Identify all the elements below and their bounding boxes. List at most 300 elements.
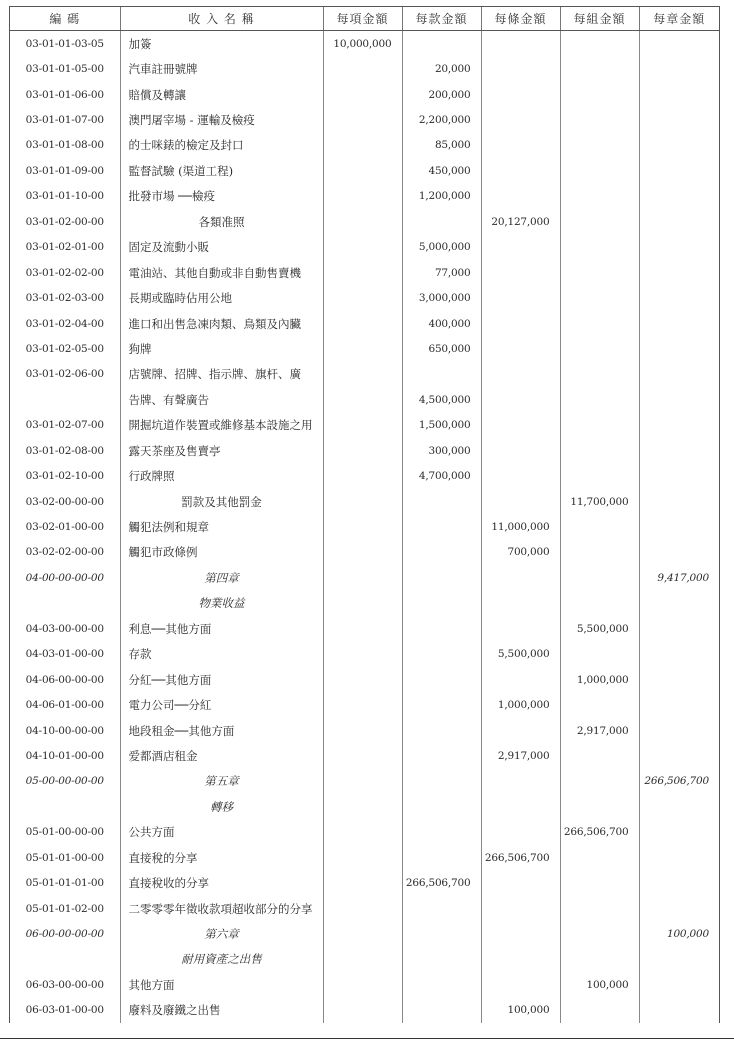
group-amount-cell	[560, 285, 639, 310]
table-row	[10, 743, 719, 768]
article-amount-cell: 100,000	[481, 998, 560, 1023]
chapter-amount-cell	[639, 413, 719, 438]
table-row	[10, 998, 719, 1023]
group-amount-cell	[560, 107, 639, 132]
table-row	[10, 769, 719, 794]
code-cell: 04-10-00-00-00	[10, 718, 120, 743]
group-amount-cell: 266,506,700	[560, 820, 639, 845]
group-amount-cell	[560, 845, 639, 870]
chapter-amount-cell	[639, 158, 719, 183]
code-cell: 05-00-00-00-00	[10, 769, 120, 794]
group-amount-cell	[560, 387, 639, 412]
table-row	[10, 463, 719, 488]
table-row	[10, 285, 719, 310]
article-amount-cell	[481, 616, 560, 641]
table-row	[10, 489, 719, 514]
code-cell: 03-01-01-03-05	[10, 31, 120, 57]
table-row	[10, 158, 719, 183]
header-clause-amount: 每款金額	[402, 7, 481, 31]
item-amount-cell	[323, 158, 402, 183]
table-header-row	[10, 7, 719, 31]
item-amount-cell	[323, 82, 402, 107]
clause-amount-cell: 20,000	[402, 56, 481, 81]
table-row	[10, 718, 719, 743]
item-amount-cell	[323, 616, 402, 641]
item-amount-cell	[323, 896, 402, 921]
clause-amount-cell: 2,200,000	[402, 107, 481, 132]
clause-amount-cell	[402, 489, 481, 514]
code-cell: 03-01-02-02-00	[10, 260, 120, 285]
article-amount-cell	[481, 667, 560, 692]
table-row	[10, 336, 719, 361]
article-amount-cell	[481, 769, 560, 794]
article-amount-cell	[481, 387, 560, 412]
group-amount-cell	[560, 362, 639, 387]
table-row	[10, 642, 719, 667]
table-row	[10, 692, 719, 717]
table-row	[10, 845, 719, 870]
article-amount-cell	[481, 947, 560, 972]
code-cell: 03-01-02-03-00	[10, 285, 120, 310]
table-row	[10, 413, 719, 438]
item-amount-cell	[323, 260, 402, 285]
group-amount-cell	[560, 463, 639, 488]
description-cell: 店號牌、招牌、指示牌、旗杆、廣	[120, 362, 323, 387]
group-amount-cell: 5,500,000	[560, 616, 639, 641]
item-amount-cell	[323, 718, 402, 743]
code-cell: 06-03-01-00-00	[10, 998, 120, 1023]
clause-amount-cell: 300,000	[402, 438, 481, 463]
code-cell	[10, 591, 120, 616]
item-amount-cell	[323, 743, 402, 768]
chapter-amount-cell	[639, 285, 719, 310]
item-amount-cell	[323, 311, 402, 336]
group-amount-cell	[560, 158, 639, 183]
clause-amount-cell	[402, 667, 481, 692]
group-amount-cell	[560, 921, 639, 946]
group-amount-cell	[560, 235, 639, 260]
group-amount-cell	[560, 31, 639, 57]
description-cell: 利息──其他方面	[120, 616, 323, 641]
clause-amount-cell	[402, 769, 481, 794]
chapter-amount-cell: 9,417,000	[657, 571, 709, 584]
article-amount-cell	[481, 260, 560, 285]
item-amount-cell	[323, 387, 402, 412]
chapter-amount-cell	[639, 107, 719, 132]
code-cell: 04-00-00-00-00	[10, 565, 120, 590]
bottom-rule	[0, 1038, 734, 1039]
clause-amount-cell	[402, 540, 481, 565]
clause-amount-cell	[402, 31, 481, 57]
code-cell: 06-00-00-00-00	[10, 921, 120, 946]
code-cell: 03-01-02-07-00	[10, 413, 120, 438]
table-row	[10, 591, 719, 616]
group-amount-cell	[560, 413, 639, 438]
code-cell: 04-10-01-00-00	[10, 743, 120, 768]
clause-amount-cell	[402, 642, 481, 667]
chapter-amount-cell	[639, 514, 719, 539]
clause-amount-cell: 1,500,000	[402, 413, 481, 438]
group-amount-cell	[560, 133, 639, 158]
code-cell: 03-01-01-07-00	[10, 107, 120, 132]
code-cell: 03-01-01-06-00	[10, 82, 120, 107]
article-amount-cell: 20,127,000	[481, 209, 560, 234]
clause-amount-cell	[402, 896, 481, 921]
description-cell: 地段租金──其他方面	[120, 718, 323, 743]
clause-amount-cell: 200,000	[402, 82, 481, 107]
group-amount-cell	[560, 743, 639, 768]
table-row	[10, 362, 719, 387]
chapter-amount-cell	[639, 667, 719, 692]
clause-amount-cell	[402, 794, 481, 819]
header-chapter-amount: 每章金額	[639, 7, 719, 31]
article-amount-cell	[481, 311, 560, 336]
item-amount-cell	[323, 514, 402, 539]
chapter-amount-cell	[639, 794, 719, 819]
article-amount-cell	[481, 565, 560, 590]
chapter-amount-cell	[639, 260, 719, 285]
article-amount-cell	[481, 591, 560, 616]
clause-amount-cell	[402, 743, 481, 768]
clause-amount-cell	[402, 591, 481, 616]
group-amount-cell	[560, 82, 639, 107]
header-item-amount: 每項金額	[323, 7, 402, 31]
item-amount-cell	[323, 438, 402, 463]
clause-amount-cell	[402, 692, 481, 717]
description-cell: 公共方面	[120, 820, 323, 845]
article-amount-cell	[481, 794, 560, 819]
chapter-amount-cell	[639, 387, 719, 412]
group-amount-cell	[560, 769, 639, 794]
group-amount-cell	[560, 998, 639, 1023]
group-amount-cell	[560, 692, 639, 717]
chapter-amount-cell	[639, 591, 719, 616]
clause-amount-cell	[402, 947, 481, 972]
chapter-amount-cell	[639, 718, 719, 743]
group-amount-cell: 1,000,000	[560, 667, 639, 692]
article-amount-cell	[481, 820, 560, 845]
clause-amount-cell: 266,506,700	[402, 870, 481, 895]
item-amount-cell	[323, 591, 402, 616]
item-amount-cell	[323, 845, 402, 870]
description-cell: 的士咪錶的檢定及封口	[120, 133, 323, 158]
table-row	[10, 107, 719, 132]
clause-amount-cell: 400,000	[402, 311, 481, 336]
description-cell: 第四章	[120, 565, 323, 590]
article-amount-cell	[481, 56, 560, 81]
budget-revenue-table	[10, 7, 719, 1023]
group-amount-cell	[560, 514, 639, 539]
code-cell: 03-01-02-01-00	[10, 235, 120, 260]
description-cell: 露天茶座及售賣亭	[120, 438, 323, 463]
group-amount-cell	[560, 565, 639, 590]
item-amount-cell	[323, 667, 402, 692]
group-amount-cell	[560, 870, 639, 895]
chapter-amount-cell	[639, 209, 719, 234]
description-cell: 澳門屠宰場 - 運輸及檢疫	[120, 107, 323, 132]
table-row	[10, 133, 719, 158]
description-cell: 轉移	[120, 794, 323, 819]
group-amount-cell	[560, 947, 639, 972]
chapter-amount-cell	[639, 56, 719, 81]
chapter-amount-cell	[639, 947, 719, 972]
item-amount-cell	[323, 820, 402, 845]
description-cell: 賠償及轉讓	[120, 82, 323, 107]
group-amount-cell	[560, 438, 639, 463]
table-row	[10, 31, 719, 57]
group-amount-cell	[560, 311, 639, 336]
item-amount-cell	[323, 362, 402, 387]
clause-amount-cell	[402, 921, 481, 946]
header-article-amount: 每條金額	[481, 7, 560, 31]
chapter-amount-cell	[639, 540, 719, 565]
code-cell: 05-01-01-00-00	[10, 845, 120, 870]
article-amount-cell	[481, 718, 560, 743]
chapter-amount-cell	[639, 235, 719, 260]
group-amount-cell: 100,000	[560, 972, 639, 997]
article-amount-cell	[481, 133, 560, 158]
clause-amount-cell: 450,000	[402, 158, 481, 183]
description-cell: 狗牌	[120, 336, 323, 361]
table-row	[10, 311, 719, 336]
article-amount-cell	[481, 285, 560, 310]
item-amount-cell	[323, 413, 402, 438]
article-amount-cell: 11,000,000	[481, 514, 560, 539]
table-row	[10, 896, 719, 921]
clause-amount-cell: 3,000,000	[402, 285, 481, 310]
chapter-amount-cell: 100,000	[666, 928, 709, 941]
code-cell: 03-02-00-00-00	[10, 489, 120, 514]
chapter-amount-cell	[639, 998, 719, 1023]
article-amount-cell	[481, 921, 560, 946]
table-row	[10, 438, 719, 463]
item-amount-cell	[323, 285, 402, 310]
table-row	[10, 820, 719, 845]
article-amount-cell	[481, 107, 560, 132]
clause-amount-cell	[402, 616, 481, 641]
item-amount-cell	[323, 794, 402, 819]
table-row	[10, 260, 719, 285]
description-cell: 汽車註冊號牌	[120, 56, 323, 81]
chapter-amount-cell	[639, 362, 719, 387]
chapter-amount-cell	[639, 438, 719, 463]
clause-amount-cell	[402, 514, 481, 539]
description-cell: 電力公司──分紅	[120, 692, 323, 717]
item-amount-cell	[323, 870, 402, 895]
article-amount-cell: 1,000,000	[481, 692, 560, 717]
description-cell: 進口和出售急凍肉類、鳥類及內臟	[120, 311, 323, 336]
clause-amount-cell: 5,000,000	[402, 235, 481, 260]
chapter-amount-cell	[639, 896, 719, 921]
article-amount-cell: 266,506,700	[481, 845, 560, 870]
table-row	[10, 540, 719, 565]
article-amount-cell	[481, 438, 560, 463]
description-cell: 廢料及廢鐵之出售	[120, 998, 323, 1023]
clause-amount-cell: 1,200,000	[402, 184, 481, 209]
chapter-amount-cell	[639, 336, 719, 361]
description-cell: 第五章	[120, 769, 323, 794]
header-description: 收 入 名 稱	[120, 7, 323, 31]
table-row	[10, 870, 719, 895]
article-amount-cell	[481, 870, 560, 895]
group-amount-cell: 2,917,000	[560, 718, 639, 743]
chapter-amount-cell	[639, 489, 719, 514]
table-row	[10, 235, 719, 260]
code-cell: 03-02-01-00-00	[10, 514, 120, 539]
table-row	[10, 56, 719, 81]
code-cell: 04-03-00-00-00	[10, 616, 120, 641]
code-cell: 03-01-02-08-00	[10, 438, 120, 463]
group-amount-cell	[560, 540, 639, 565]
item-amount-cell	[323, 56, 402, 81]
item-amount-cell	[323, 235, 402, 260]
description-cell: 觸犯市政條例	[120, 540, 323, 565]
item-amount-cell	[323, 692, 402, 717]
article-amount-cell	[481, 972, 560, 997]
item-amount-cell	[323, 184, 402, 209]
description-cell: 罰款及其他罰金	[120, 489, 323, 514]
clause-amount-cell: 77,000	[402, 260, 481, 285]
header-code: 編 碼	[10, 7, 120, 31]
chapter-amount-cell	[639, 642, 719, 667]
group-amount-cell	[560, 591, 639, 616]
description-cell: 各類准照	[120, 209, 323, 234]
description-cell: 長期或臨時佔用公地	[120, 285, 323, 310]
article-amount-cell: 700,000	[481, 540, 560, 565]
code-cell: 05-01-00-00-00	[10, 820, 120, 845]
article-amount-cell	[481, 463, 560, 488]
chapter-amount-cell	[639, 870, 719, 895]
clause-amount-cell: 650,000	[402, 336, 481, 361]
item-amount-cell	[323, 133, 402, 158]
item-amount-cell	[323, 947, 402, 972]
table-row	[10, 565, 719, 590]
description-cell: 分紅──其他方面	[120, 667, 323, 692]
group-amount-cell	[560, 184, 639, 209]
chapter-amount-cell: 266,506,700	[644, 775, 709, 788]
item-amount-cell	[323, 642, 402, 667]
table-row	[10, 387, 719, 412]
chapter-amount-cell	[639, 972, 719, 997]
budget-revenue-table-container	[9, 6, 720, 1023]
code-cell: 04-06-01-00-00	[10, 692, 120, 717]
chapter-amount-cell	[639, 133, 719, 158]
code-cell: 03-01-02-04-00	[10, 311, 120, 336]
item-amount-cell	[323, 209, 402, 234]
table-body	[10, 31, 719, 1024]
description-cell: 其他方面	[120, 972, 323, 997]
article-amount-cell	[481, 362, 560, 387]
description-cell: 批發市場 ──檢疫	[120, 184, 323, 209]
table-row	[10, 82, 719, 107]
clause-amount-cell	[402, 845, 481, 870]
table-row	[10, 667, 719, 692]
group-amount-cell	[560, 794, 639, 819]
article-amount-cell: 2,917,000	[481, 743, 560, 768]
code-cell: 03-02-02-00-00	[10, 540, 120, 565]
article-amount-cell	[481, 413, 560, 438]
table-row	[10, 921, 719, 946]
clause-amount-cell	[402, 820, 481, 845]
code-cell: 03-01-01-05-00	[10, 56, 120, 81]
code-cell: 03-01-01-09-00	[10, 158, 120, 183]
description-cell: 二零零零年徵收款項超收部分的分享	[120, 896, 323, 921]
group-amount-cell	[560, 260, 639, 285]
chapter-amount-cell	[639, 692, 719, 717]
description-cell: 耐用資產之出售	[120, 947, 323, 972]
description-cell: 第六章	[120, 921, 323, 946]
clause-amount-cell	[402, 362, 481, 387]
description-cell: 加簽	[120, 31, 323, 57]
code-cell: 06-03-00-00-00	[10, 972, 120, 997]
table-row	[10, 947, 719, 972]
article-amount-cell	[481, 31, 560, 57]
description-cell: 監督試驗 (渠道工程)	[120, 158, 323, 183]
code-cell: 03-01-02-05-00	[10, 336, 120, 361]
code-cell: 04-03-01-00-00	[10, 642, 120, 667]
item-amount-cell	[323, 921, 402, 946]
item-amount-cell	[323, 769, 402, 794]
article-amount-cell	[481, 82, 560, 107]
article-amount-cell	[481, 336, 560, 361]
group-amount-cell	[560, 209, 639, 234]
code-cell: 03-01-02-10-00	[10, 463, 120, 488]
code-cell	[10, 794, 120, 819]
item-amount-cell	[323, 540, 402, 565]
table-row	[10, 209, 719, 234]
group-amount-cell	[560, 56, 639, 81]
chapter-amount-cell	[639, 311, 719, 336]
item-amount-cell	[323, 565, 402, 590]
description-cell: 開掘坑道作裝置或維修基本設施之用	[120, 413, 323, 438]
clause-amount-cell	[402, 972, 481, 997]
code-cell	[10, 387, 120, 412]
description-cell: 物業收益	[120, 591, 323, 616]
clause-amount-cell	[402, 718, 481, 743]
item-amount-cell: 10,000,000	[323, 31, 402, 57]
code-cell	[10, 947, 120, 972]
chapter-amount-cell	[639, 184, 719, 209]
description-cell: 告牌、有聲廣告	[120, 387, 323, 412]
group-amount-cell	[560, 896, 639, 921]
clause-amount-cell	[402, 209, 481, 234]
item-amount-cell	[323, 998, 402, 1023]
table-row	[10, 972, 719, 997]
description-cell: 直接稅的分享	[120, 845, 323, 870]
code-cell: 05-01-01-02-00	[10, 896, 120, 921]
code-cell: 05-01-01-01-00	[10, 870, 120, 895]
table-row	[10, 514, 719, 539]
group-amount-cell: 11,700,000	[560, 489, 639, 514]
chapter-amount-cell	[639, 31, 719, 57]
description-cell: 爱都酒店租金	[120, 743, 323, 768]
table-row	[10, 184, 719, 209]
description-cell: 固定及流動小販	[120, 235, 323, 260]
clause-amount-cell: 4,700,000	[402, 463, 481, 488]
group-amount-cell	[560, 336, 639, 361]
description-cell: 行政牌照	[120, 463, 323, 488]
chapter-amount-cell	[639, 463, 719, 488]
clause-amount-cell	[402, 998, 481, 1023]
description-cell: 存款	[120, 642, 323, 667]
table-row	[10, 616, 719, 641]
item-amount-cell	[323, 489, 402, 514]
item-amount-cell	[323, 107, 402, 132]
chapter-amount-cell	[639, 845, 719, 870]
clause-amount-cell: 4,500,000	[402, 387, 481, 412]
code-cell: 03-01-02-06-00	[10, 362, 120, 387]
article-amount-cell	[481, 235, 560, 260]
